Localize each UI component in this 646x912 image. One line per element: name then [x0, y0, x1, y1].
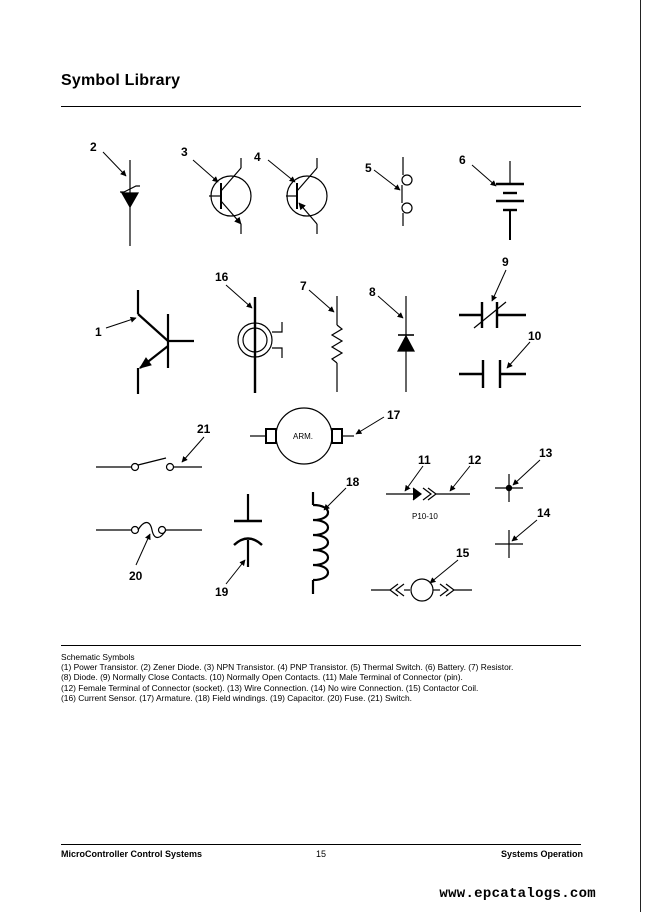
callout-6: 6 [459, 153, 466, 167]
callout-15: 15 [456, 546, 470, 560]
callout-2: 2 [90, 140, 97, 154]
callout-10: 10 [528, 329, 542, 343]
callout-1: 1 [95, 325, 102, 339]
connector-label: P10-10 [412, 512, 438, 521]
callout-18: 18 [346, 475, 360, 489]
callout-19: 19 [215, 585, 229, 599]
power-transistor-symbol [106, 290, 194, 394]
wire-connection-symbol [495, 460, 540, 502]
callout-20: 20 [129, 569, 143, 583]
footer-section-title: Systems Operation [500, 849, 583, 859]
caption-line-3: (12) Female Terminal of Connector (socket). (13) Wire Connection. (14) No wire Connection. (15) Contactor Coil. [61, 682, 479, 693]
zener-diode-symbol [103, 152, 140, 246]
footer-page-number: 15 [316, 849, 327, 859]
callout-7: 7 [300, 279, 307, 293]
callout-14: 14 [537, 506, 551, 520]
diode-symbol [378, 296, 414, 392]
callout-5: 5 [365, 161, 372, 175]
callout-4: 4 [254, 150, 261, 164]
armature-label: ARM. [293, 432, 313, 441]
caption-rule [61, 645, 581, 646]
footer-manual-title: MicroController Control Systems [61, 849, 203, 859]
switch-symbol [96, 437, 204, 471]
battery-symbol [472, 161, 524, 240]
fuse-symbol [96, 523, 202, 566]
symbol-caption [61, 652, 581, 703]
watermark-url: www.epcatalogs.com [439, 886, 596, 902]
callout-3: 3 [181, 145, 188, 159]
pnp-transistor-symbol [268, 158, 327, 234]
connector-terminals-symbol [386, 466, 470, 500]
caption-line-2: (8) Diode. (9) Normally Close Contacts. (10) Normally Open Contacts. (11) Male Terminal of Connector (pin). [61, 672, 463, 683]
caption-heading: Schematic Symbols [61, 652, 135, 662]
callout-9: 9 [502, 255, 509, 269]
no-wire-connection-symbol [495, 520, 537, 558]
callout-8: 8 [369, 285, 376, 299]
field-windings-symbol [313, 488, 346, 594]
callout-12: 12 [468, 453, 482, 467]
callout-11: 11 [418, 453, 431, 467]
normally-closed-contacts-symbol [459, 270, 526, 328]
capacitor-symbol [226, 494, 262, 584]
caption-line-4: (16) Current Sensor. (17) Armature. (18) Field windings. (19) Capacitor. (20) Fuse. (21) Switch. [61, 692, 412, 703]
page-title: Symbol Library [61, 72, 181, 89]
callout-21: 21 [197, 422, 211, 436]
normally-open-contacts-symbol [459, 342, 530, 388]
callout-16: 16 [215, 270, 229, 284]
callout-17: 17 [387, 408, 401, 422]
current-sensor-symbol [226, 285, 282, 393]
footer-rule [61, 844, 581, 845]
callout-13: 13 [539, 446, 553, 460]
armature-symbol [250, 408, 384, 464]
resistor-symbol [309, 290, 342, 392]
contactor-coil-symbol [371, 560, 472, 601]
caption-line-1: (1) Power Transistor. (2) Zener Diode. (3) NPN Transistor. (4) PNP Transistor. (5) Thermal Switch. (6) Battery. (7) Resistor. [61, 662, 514, 673]
npn-transistor-symbol [193, 158, 251, 234]
thermal-switch-symbol [374, 157, 412, 226]
